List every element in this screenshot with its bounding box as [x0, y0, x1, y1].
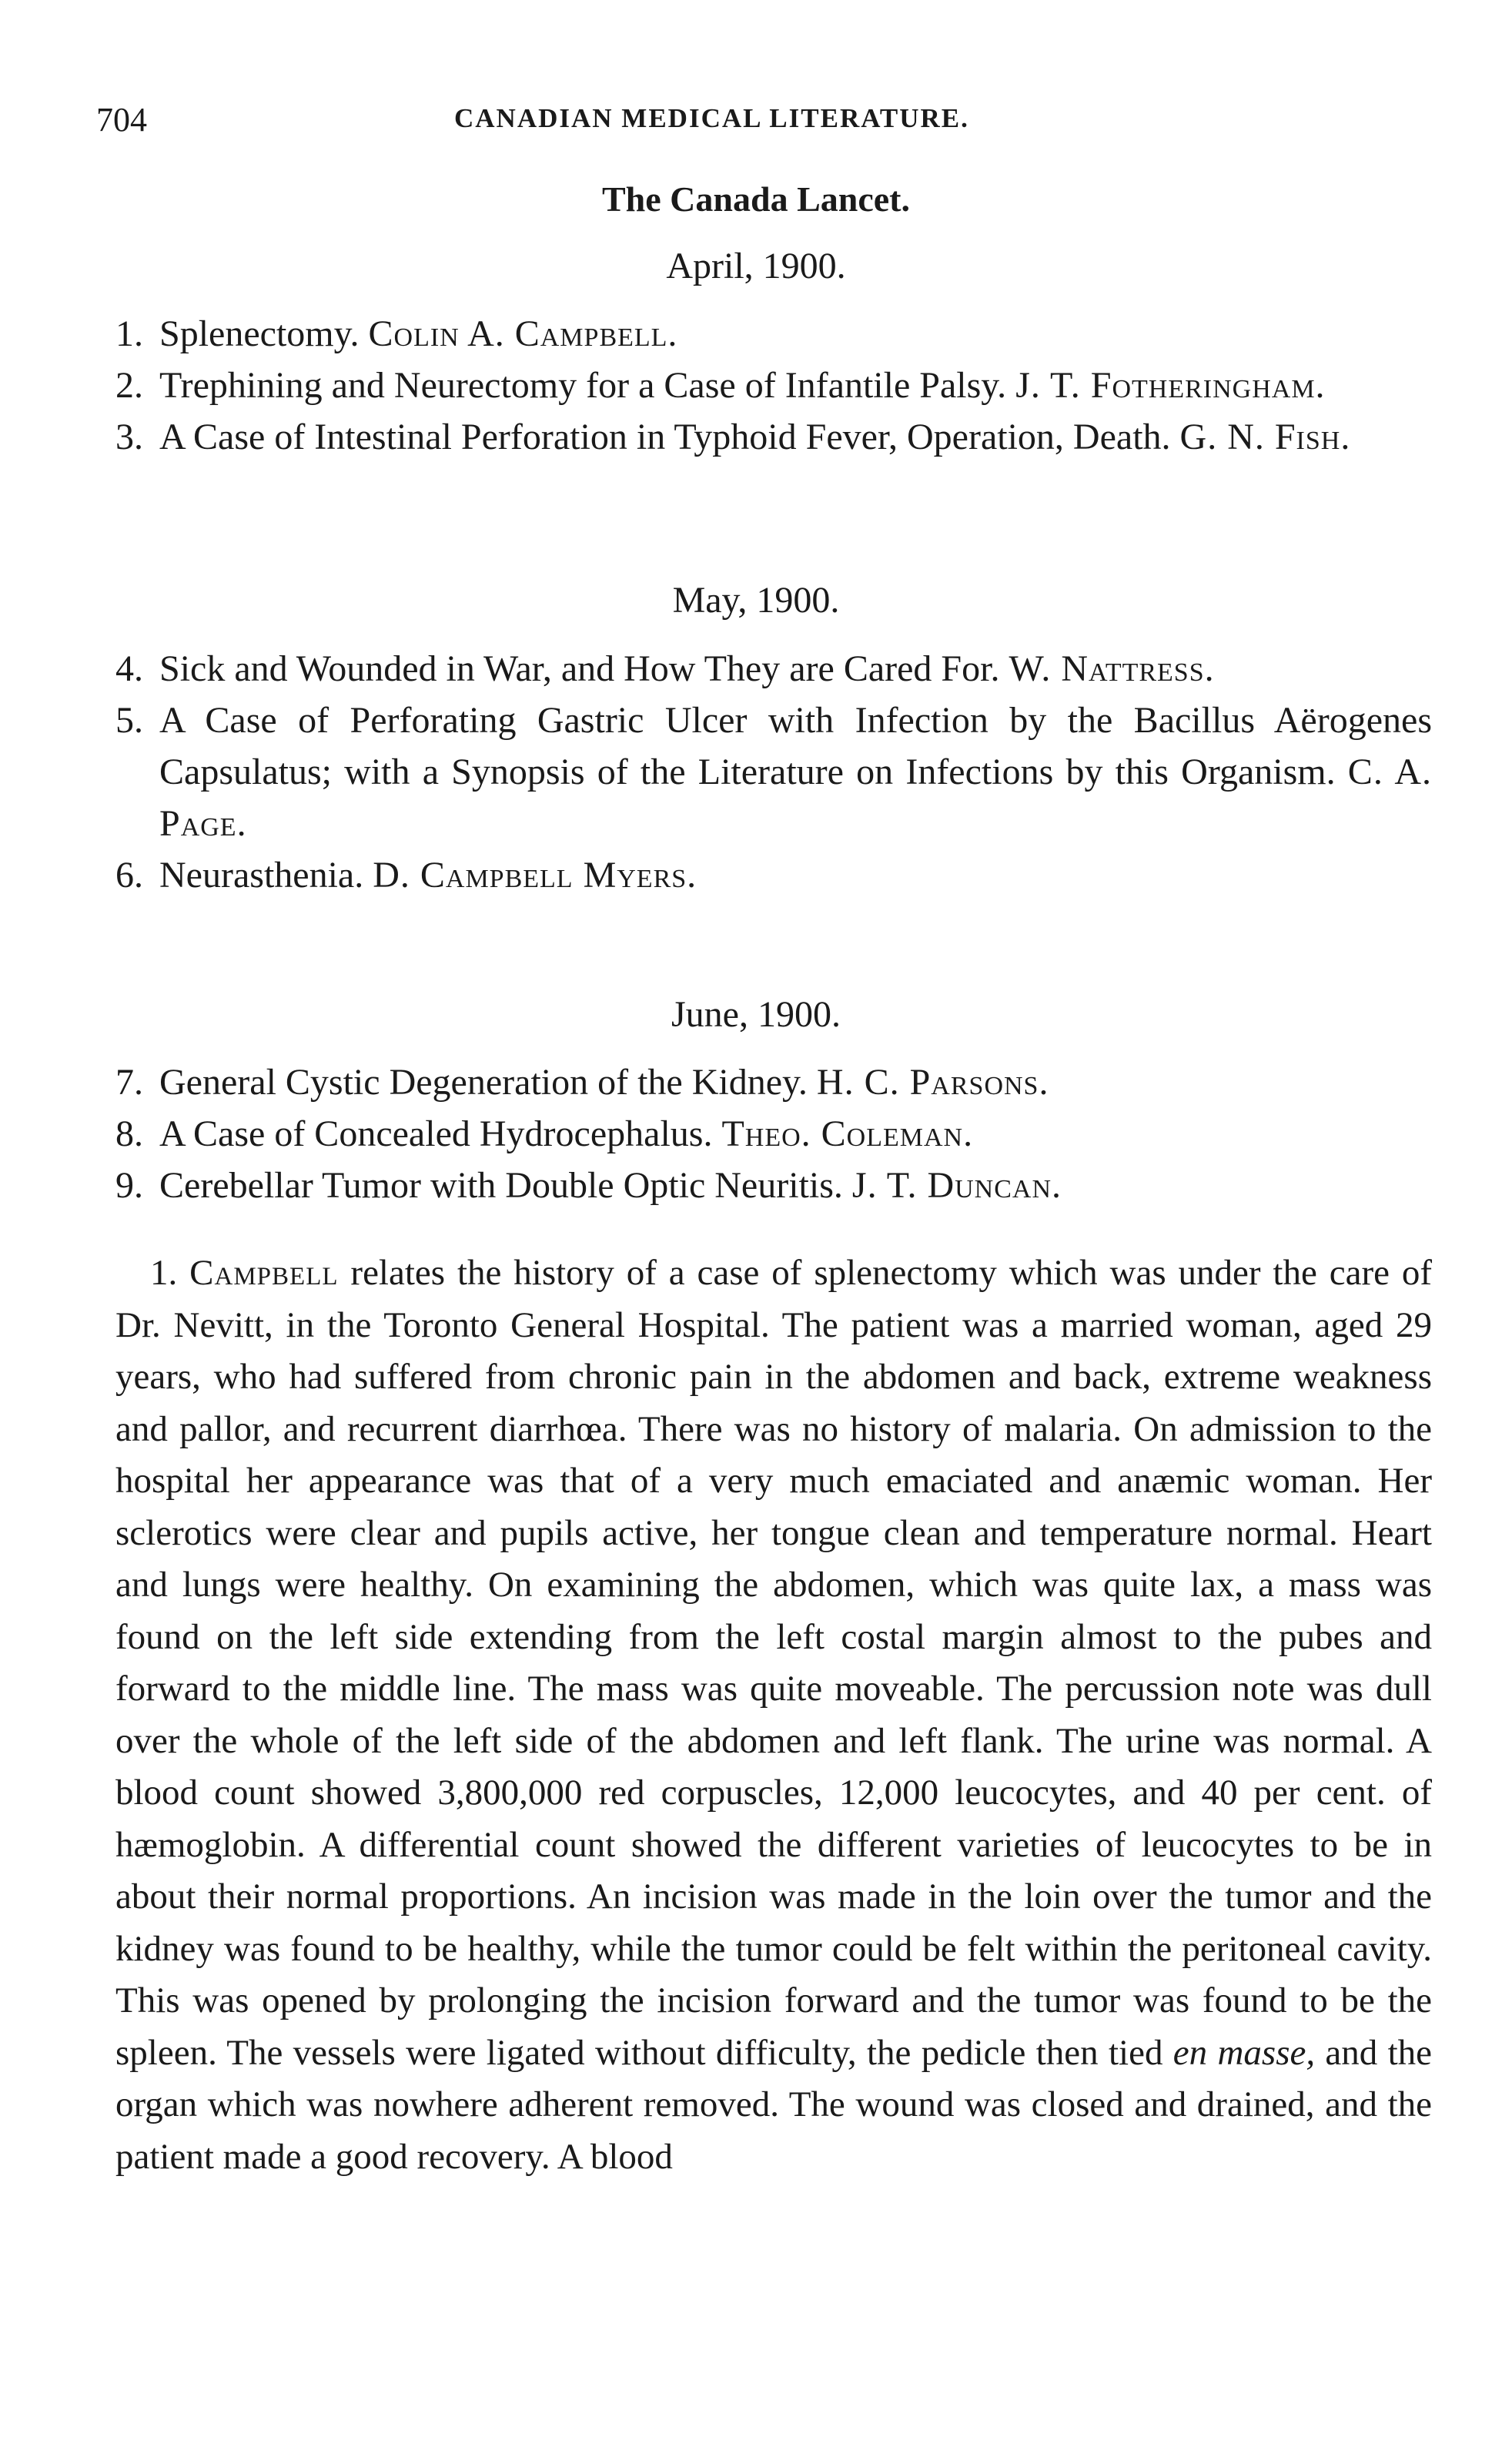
- paragraph-text: relates the history of a case of splenectomy which was under the care of Dr. Nevitt, in the Toronto General Hospital. The patient was a married woman, aged 29 years, who had suffered from chronic pain in the abdomen and back, extreme weakness and pallor, and recurrent diarrhœa. There was no history of malaria. On admission to the hospital her appearance was that of a very much emaciated and anæmic woman. Her sclerotics were clear and pupils active, her tongue clean and temperature normal. Heart and lungs were healthy. On examining the abdomen, which was quite lax, a mass was found on the left side extending from the left costal margin almost to the pubes and forward to the middle line. The mass was quite moveable. The percussion note was dull over the whole of the left side of the abdomen and left flank. The urine was normal. A blood count showed 3,800,000 red corpuscles, 12,000 leucocytes, and 40 per cent. of hæmoglobin. A differential count showed the different varieties of leucocytes to be in about their normal proportions. An incision was made in the loin over the tumor and the kidney was found to be healthy, while the tumor could be felt within the peritoneal cavity. This was opened by prolonging the incision forward and the tumor was found to be the spleen. The vessels were ligated without difficulty, the pedicle then tied: [115, 1253, 1433, 2073]
- toc-item-author: Theo. Coleman.: [721, 1113, 974, 1154]
- toc-item-number: 7.: [115, 1062, 143, 1103]
- toc-item-title: Sick and Wounded in War, and How They are Cared For.: [159, 648, 1000, 689]
- journal-title: The Canada Lancet.: [602, 179, 910, 219]
- toc-item-number: 6.: [115, 855, 143, 896]
- toc-item-author: Colin A. Campbell.: [368, 313, 678, 354]
- toc-item-author: C. A. Page.: [159, 752, 1433, 844]
- toc-item: [115, 308, 1432, 360]
- toc-june: [115, 1056, 1432, 1211]
- toc-item: [115, 849, 1432, 901]
- toc-item: [115, 1056, 1432, 1108]
- toc-may: [115, 643, 1432, 901]
- running-head: [96, 100, 1436, 146]
- toc-item-author: J. T. Fotheringham.: [1015, 365, 1326, 406]
- section-date-may: May, 1900.: [672, 580, 840, 621]
- toc-item: [115, 1108, 1432, 1160]
- toc-item-title: A Case of Intestinal Perforation in Typhoid Fever, Operation, Death.: [159, 417, 1171, 457]
- toc-item-title: A Case of Perforating Gastric Ulcer with Infection by the Bacillus Aërogenes Capsulatus; with a Synopsis of the Literature on Infections by this Organism.: [159, 700, 1432, 792]
- section-date-april: April, 1900.: [666, 246, 846, 286]
- body-paragraph: [115, 1247, 1432, 2183]
- toc-item-author: J. T. Duncan.: [851, 1165, 1062, 1206]
- paragraph-italic: en masse,: [1172, 2032, 1316, 2073]
- toc-item: [115, 360, 1432, 411]
- section-date-june: June, 1900.: [671, 994, 841, 1035]
- toc-item-author: W. Nattress.: [1009, 648, 1215, 689]
- toc-item-title: General Cystic Degeneration of the Kidney.: [159, 1062, 808, 1103]
- toc-item-author: G. N. Fish.: [1179, 417, 1351, 457]
- toc-item: [115, 411, 1432, 463]
- toc-item: [115, 1160, 1432, 1211]
- running-title: CANADIAN MEDICAL LITERATURE.: [454, 103, 969, 133]
- toc-april: [115, 308, 1432, 463]
- paragraph-number: 1.: [150, 1253, 178, 1293]
- toc-item-number: 5.: [115, 700, 143, 741]
- toc-item-number: 2.: [115, 365, 143, 406]
- toc-item-title: Neurasthenia.: [159, 855, 364, 896]
- page-number: 704: [96, 101, 147, 139]
- toc-item-title: Trephining and Neurectomy for a Case of Infantile Palsy.: [159, 365, 1007, 406]
- toc-item-author: D. Campbell Myers.: [373, 855, 697, 896]
- toc-item-number: 1.: [115, 313, 143, 354]
- toc-item-number: 3.: [115, 417, 143, 457]
- toc-item: [115, 643, 1432, 695]
- paragraph-text-after: and the organ which was nowhere adherent removed. The wound was closed and drained, and the patient made a good recovery. A blood: [115, 2032, 1433, 2177]
- paragraph-author: Campbell: [189, 1253, 339, 1293]
- toc-item: [115, 695, 1432, 849]
- toc-item-author: H. C. Parsons.: [816, 1062, 1049, 1103]
- toc-item-number: 4.: [115, 648, 143, 689]
- article-body: [115, 1247, 1432, 2183]
- toc-item-title: Splenectomy.: [159, 313, 360, 354]
- toc-item-title: A Case of Concealed Hydrocephalus.: [159, 1113, 713, 1154]
- toc-item-number: 9.: [115, 1165, 143, 1206]
- toc-item-number: 8.: [115, 1113, 143, 1154]
- toc-item-title: Cerebellar Tumor with Double Optic Neuritis.: [159, 1165, 843, 1206]
